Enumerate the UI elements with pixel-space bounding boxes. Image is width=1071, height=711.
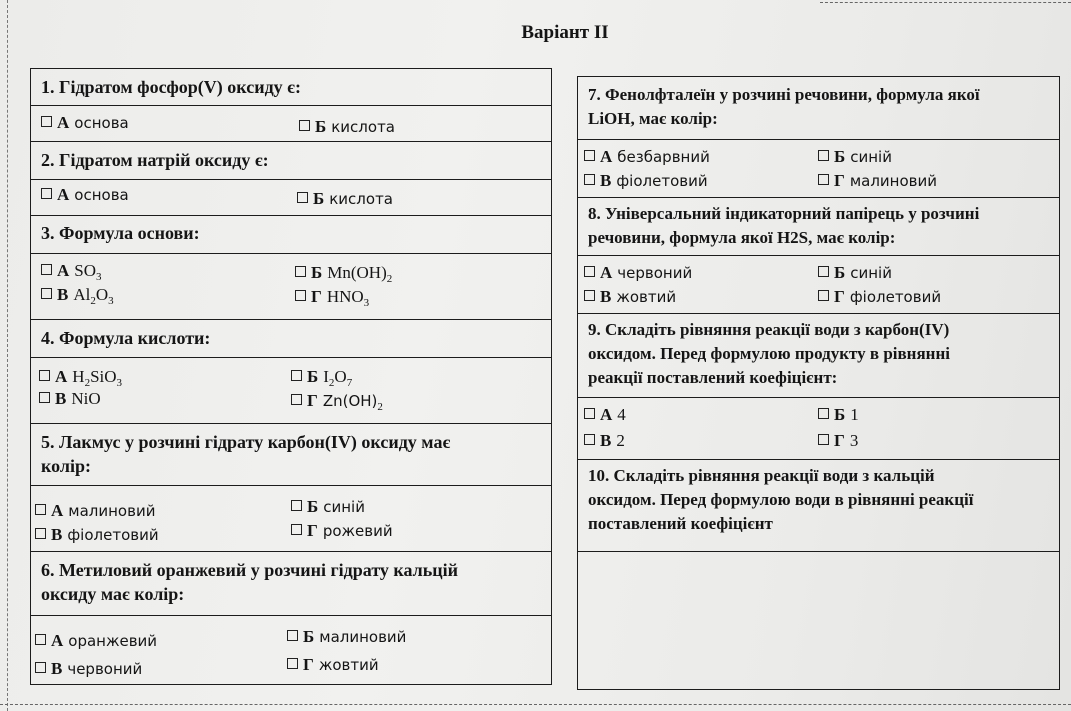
checkbox-icon[interactable] [818, 290, 829, 301]
checkbox-icon[interactable] [39, 370, 50, 381]
question-7 [578, 77, 1059, 139]
q1-option-b[interactable]: Б кислота [299, 116, 395, 138]
question-7-line-2: LiOH, має колір: [588, 109, 718, 128]
question-2-text: 2. Гідратом натрій оксиду є: [41, 150, 269, 170]
q6-option-g[interactable]: Г жовтий [287, 654, 379, 676]
q3-option-g[interactable]: Г $HNO_3$ [295, 286, 369, 308]
q4-option-a[interactable]: А $H_2SiO_3$ [39, 366, 122, 388]
question-10 [578, 459, 1059, 551]
q6-option-b[interactable]: Б малиновий [287, 626, 406, 648]
question-9-line-1: 9. Складіть рівняння реакції води з карбон(IV) [588, 320, 950, 339]
left-column [30, 68, 552, 685]
q2-option-a[interactable]: А основа [41, 184, 129, 206]
question-10-answer-area[interactable] [578, 551, 1059, 689]
question-5-options [31, 485, 551, 551]
question-2 [31, 141, 551, 179]
checkbox-icon[interactable] [584, 434, 595, 445]
q7-option-v[interactable]: В фіолетовий [584, 170, 708, 192]
question-10-line-1: 10. Складіть рівняння реакції води з кальцій [588, 466, 935, 485]
question-6-line-1: 6. Метиловий оранжевий у розчині гідрату кальцій [41, 560, 459, 580]
checkbox-icon[interactable] [35, 634, 46, 645]
q4-option-b[interactable]: Б $I_2O_7$ [291, 366, 352, 388]
q8-option-g[interactable]: Г фіолетовий [818, 286, 941, 308]
checkbox-icon[interactable] [41, 288, 52, 299]
checkbox-icon[interactable] [299, 120, 310, 131]
question-9 [578, 313, 1059, 397]
question-8-options [578, 255, 1059, 313]
question-5 [31, 423, 551, 485]
checkbox-icon[interactable] [291, 394, 302, 405]
checkbox-icon[interactable] [291, 524, 302, 535]
question-8-line-2: речовини, формула якої H2S, має колір: [588, 228, 896, 247]
question-5-line-2: колір: [41, 456, 92, 476]
checkbox-icon[interactable] [818, 434, 829, 445]
checkbox-icon[interactable] [41, 264, 52, 275]
q7-option-g[interactable]: Г малиновий [818, 170, 937, 192]
checkbox-icon[interactable] [35, 528, 46, 539]
q5-option-a[interactable]: А малиновий [35, 500, 155, 522]
q9-option-a[interactable]: А 4 [584, 404, 626, 426]
q1-option-a[interactable]: А основа [41, 112, 129, 134]
question-3-options [31, 253, 551, 319]
q9-option-g[interactable]: Г 3 [818, 430, 858, 452]
question-2-options [31, 179, 551, 215]
q3-option-v[interactable]: В $Al_2O_3$ [41, 284, 114, 306]
question-10-line-2: оксидом. Перед формулою води в рівнянні реакції [588, 490, 974, 509]
checkbox-icon[interactable] [584, 150, 595, 161]
checkbox-icon[interactable] [35, 504, 46, 515]
question-5-line-1: 5. Лакмус у розчині гідрату карбон(IV) оксиду має [41, 432, 451, 452]
cut-line-bottom [0, 704, 1071, 705]
q9-option-v[interactable]: В 2 [584, 430, 625, 452]
question-7-line-1: 7. Фенолфталеїн у розчині речовини, формула якої [588, 85, 980, 104]
right-column [577, 76, 1060, 690]
q4-option-g[interactable]: Г $Zn(OH)_2$ [291, 390, 383, 412]
q9-option-b[interactable]: Б 1 [818, 404, 859, 426]
q6-option-v[interactable]: В червоний [35, 658, 142, 680]
question-8 [578, 197, 1059, 255]
checkbox-icon[interactable] [584, 266, 595, 277]
q7-option-a[interactable]: А безбарвний [584, 146, 710, 168]
q6-option-a[interactable]: А оранжевий [35, 630, 157, 652]
variant-title: Варіант II [521, 22, 609, 43]
checkbox-icon[interactable] [818, 174, 829, 185]
q4-option-v[interactable]: В NiO [39, 388, 101, 410]
q3-option-a[interactable]: А $SO_3$ [41, 260, 102, 282]
question-8-line-1: 8. Універсальний індикаторний папірець у розчині [588, 204, 980, 223]
question-1-text: 1. Гідратом фосфор(V) оксиду є: [41, 77, 301, 97]
checkbox-icon[interactable] [287, 658, 298, 669]
checkbox-icon[interactable] [584, 174, 595, 185]
question-1-options [31, 105, 551, 141]
checkbox-icon[interactable] [295, 290, 306, 301]
checkbox-icon[interactable] [291, 500, 302, 511]
question-10-line-3: поставлений коефіцієнт [588, 514, 773, 533]
checkbox-icon[interactable] [41, 116, 52, 127]
q2-option-b[interactable]: Б кислота [297, 188, 393, 210]
question-9-line-2: оксидом. Перед формулою продукту в рівнянні [588, 344, 950, 363]
checkbox-icon[interactable] [41, 188, 52, 199]
question-4-options [31, 357, 551, 423]
q5-option-g[interactable]: Г рожевий [291, 520, 393, 542]
question-9-line-3: реакції поставлений коефіцієнт: [588, 368, 838, 387]
question-9-options [578, 397, 1059, 459]
checkbox-icon[interactable] [287, 630, 298, 641]
checkbox-icon[interactable] [584, 290, 595, 301]
checkbox-icon[interactable] [818, 266, 829, 277]
checkbox-icon[interactable] [35, 662, 46, 673]
cut-line-left [7, 0, 8, 711]
q5-option-b[interactable]: Б синій [291, 496, 365, 518]
q7-option-b[interactable]: Б синій [818, 146, 892, 168]
checkbox-icon[interactable] [584, 408, 595, 419]
checkbox-icon[interactable] [818, 408, 829, 419]
q5-option-v[interactable]: В фіолетовий [35, 524, 159, 546]
question-6-options [31, 615, 551, 685]
question-3 [31, 215, 551, 253]
question-3-text: 3. Формула основи: [41, 223, 200, 243]
cut-line-top [820, 2, 1071, 3]
q8-option-a[interactable]: А червоний [584, 262, 692, 284]
question-7-options [578, 139, 1059, 197]
question-1 [31, 71, 551, 103]
checkbox-icon[interactable] [295, 266, 306, 277]
question-6 [31, 551, 551, 615]
question-4 [31, 319, 551, 357]
checkbox-icon[interactable] [39, 392, 50, 403]
checkbox-icon[interactable] [818, 150, 829, 161]
q8-option-b[interactable]: Б синій [818, 262, 892, 284]
question-4-text: 4. Формула кислоти: [41, 328, 211, 348]
q8-option-v[interactable]: В жовтий [584, 286, 676, 308]
question-6-line-2: оксиду має колір: [41, 584, 185, 604]
checkbox-icon[interactable] [291, 370, 302, 381]
q3-option-b[interactable]: Б $Mn(OH)_2$ [295, 262, 392, 284]
checkbox-icon[interactable] [297, 192, 308, 203]
